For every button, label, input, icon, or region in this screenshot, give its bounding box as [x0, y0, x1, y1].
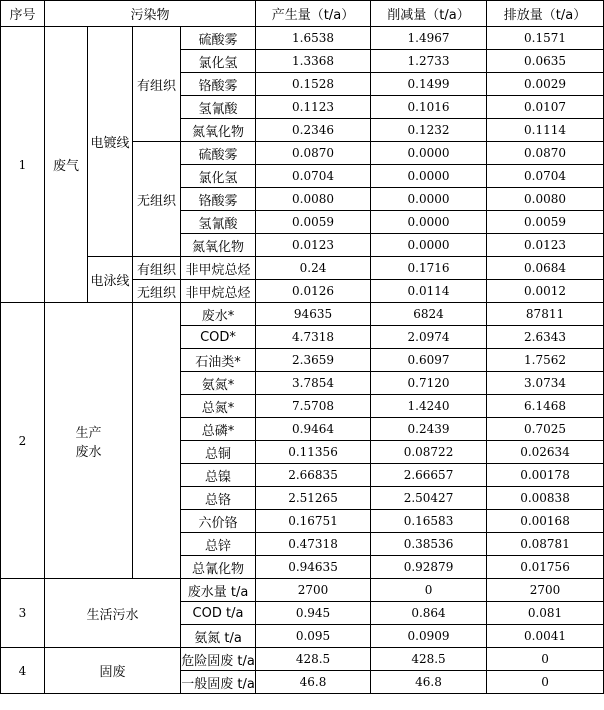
type-cell: 无组织	[133, 142, 181, 257]
discharged-value: 0.08781	[487, 533, 604, 556]
reduced-value: 0.0000	[371, 165, 487, 188]
reduced-value: 0.0114	[371, 280, 487, 303]
discharged-value: 0.0080	[487, 188, 604, 211]
table-row	[1, 257, 604, 280]
pollutant-name: COD*	[181, 326, 256, 349]
blank-cell	[133, 303, 181, 579]
pollutant-name: 硫酸雾	[181, 27, 256, 50]
category-line: 废水	[75, 444, 102, 460]
produced-value: 0.0870	[256, 142, 371, 165]
discharged-value: 0	[487, 648, 604, 671]
discharged-value: 0.0635	[487, 50, 604, 73]
pollutant-name: 氨氮*	[181, 372, 256, 395]
seq-cell: 4	[1, 648, 45, 694]
produced-value: 0.945	[256, 602, 371, 625]
discharged-value: 0	[487, 671, 604, 694]
produced-value: 1.3368	[256, 50, 371, 73]
reduced-value: 0.16583	[371, 510, 487, 533]
pollutant-name: 氮氧化物	[181, 119, 256, 142]
discharged-value: 0.01756	[487, 556, 604, 579]
reduced-value: 0.1499	[371, 73, 487, 96]
discharged-value: 0.00178	[487, 464, 604, 487]
pollutant-name: 总磷*	[181, 418, 256, 441]
reduced-value: 0.1716	[371, 257, 487, 280]
line-cell: 电泳线	[88, 257, 133, 303]
produced-value: 0.1123	[256, 96, 371, 119]
reduced-value: 0.2439	[371, 418, 487, 441]
header-pollutant: 污染物	[45, 1, 256, 27]
pollutant-name: 危险固废 t/a	[181, 648, 256, 671]
produced-value: 0.1528	[256, 73, 371, 96]
discharged-value: 0.0012	[487, 280, 604, 303]
reduced-value: 428.5	[371, 648, 487, 671]
produced-value: 0.94635	[256, 556, 371, 579]
pollutant-name: 铬酸雾	[181, 73, 256, 96]
produced-value: 0.095	[256, 625, 371, 648]
reduced-value: 2.0974	[371, 326, 487, 349]
pollutant-name: 氯化氢	[181, 50, 256, 73]
pollutant-name: 硫酸雾	[181, 142, 256, 165]
pollutant-name: 总氮*	[181, 395, 256, 418]
reduced-value: 2.66657	[371, 464, 487, 487]
discharged-value: 0.02634	[487, 441, 604, 464]
discharged-value: 2.6343	[487, 326, 604, 349]
reduced-value: 0.0000	[371, 211, 487, 234]
produced-value: 0.2346	[256, 119, 371, 142]
discharged-value: 0.0123	[487, 234, 604, 257]
produced-value: 1.6538	[256, 27, 371, 50]
produced-value: 0.0059	[256, 211, 371, 234]
produced-value: 0.9464	[256, 418, 371, 441]
header-seq: 序号	[1, 1, 45, 27]
category-cell: 生活污水	[45, 579, 181, 648]
pollutant-name: 非甲烷总烃	[181, 280, 256, 303]
seq-cell: 2	[1, 303, 45, 579]
table-row	[1, 303, 604, 326]
pollutant-name: 非甲烷总烃	[181, 257, 256, 280]
category-cell: 固废	[45, 648, 181, 694]
reduced-value: 46.8	[371, 671, 487, 694]
discharged-value: 0.0107	[487, 96, 604, 119]
produced-value: 0.16751	[256, 510, 371, 533]
reduced-value: 1.4240	[371, 395, 487, 418]
reduced-value: 0.1016	[371, 96, 487, 119]
pollutant-name: 氮氧化物	[181, 234, 256, 257]
reduced-value: 0.08722	[371, 441, 487, 464]
reduced-value: 1.4967	[371, 27, 487, 50]
reduced-value: 0.0909	[371, 625, 487, 648]
pollutant-name: COD t/a	[181, 602, 256, 625]
reduced-value: 0.864	[371, 602, 487, 625]
discharged-value: 0.7025	[487, 418, 604, 441]
discharged-value: 0.0870	[487, 142, 604, 165]
produced-value: 94635	[256, 303, 371, 326]
reduced-value: 0.38536	[371, 533, 487, 556]
table-row	[1, 648, 604, 671]
line-cell: 电镀线	[88, 27, 133, 257]
pollutant-name: 氢氰酸	[181, 96, 256, 119]
discharged-value: 0.0704	[487, 165, 604, 188]
produced-value: 7.5708	[256, 395, 371, 418]
header-reduced: 削减量（t/a）	[371, 1, 487, 27]
discharged-value: 0.0059	[487, 211, 604, 234]
reduced-value: 0.1232	[371, 119, 487, 142]
reduced-value: 0.7120	[371, 372, 487, 395]
header-produced: 产生量（t/a）	[256, 1, 371, 27]
reduced-value: 1.2733	[371, 50, 487, 73]
produced-value: 2.51265	[256, 487, 371, 510]
table-row	[1, 579, 604, 602]
discharged-value: 2700	[487, 579, 604, 602]
produced-value: 0.0080	[256, 188, 371, 211]
produced-value: 2700	[256, 579, 371, 602]
pollutant-name: 废水量 t/a	[181, 579, 256, 602]
produced-value: 0.0123	[256, 234, 371, 257]
produced-value: 0.47318	[256, 533, 371, 556]
category-line: 生产	[75, 425, 102, 441]
reduced-value: 0.0000	[371, 142, 487, 165]
table-row	[1, 27, 604, 50]
pollutant-name: 总铜	[181, 441, 256, 464]
reduced-value: 2.50427	[371, 487, 487, 510]
type-cell: 有组织	[133, 27, 181, 142]
discharged-value: 1.7562	[487, 349, 604, 372]
seq-cell: 1	[1, 27, 45, 303]
pollutant-name: 六价铬	[181, 510, 256, 533]
produced-value: 3.7854	[256, 372, 371, 395]
discharged-value: 0.1114	[487, 119, 604, 142]
produced-value: 0.0126	[256, 280, 371, 303]
reduced-value: 0.92879	[371, 556, 487, 579]
category-cell	[45, 303, 133, 579]
discharged-value: 0.0041	[487, 625, 604, 648]
produced-value: 2.3659	[256, 349, 371, 372]
discharged-value: 0.00168	[487, 510, 604, 533]
header-discharged: 排放量（t/a）	[487, 1, 604, 27]
pollutant-name: 一般固废 t/a	[181, 671, 256, 694]
pollutant-name: 铬酸雾	[181, 188, 256, 211]
discharged-value: 3.0734	[487, 372, 604, 395]
discharged-value: 0.081	[487, 602, 604, 625]
produced-value: 0.0704	[256, 165, 371, 188]
reduced-value: 0.0000	[371, 234, 487, 257]
produced-value: 0.11356	[256, 441, 371, 464]
reduced-value: 0.6097	[371, 349, 487, 372]
produced-value: 428.5	[256, 648, 371, 671]
type-cell: 无组织	[133, 280, 181, 303]
pollutant-name: 废水*	[181, 303, 256, 326]
discharged-value: 0.00838	[487, 487, 604, 510]
pollutant-name: 总氰化物	[181, 556, 256, 579]
discharged-value: 0.0029	[487, 73, 604, 96]
pollutant-name: 总镍	[181, 464, 256, 487]
pollutant-name: 总铬	[181, 487, 256, 510]
type-cell: 有组织	[133, 257, 181, 280]
discharged-value: 0.0684	[487, 257, 604, 280]
pollutant-name: 氢氰酸	[181, 211, 256, 234]
reduced-value: 6824	[371, 303, 487, 326]
pollutant-name: 氨氮 t/a	[181, 625, 256, 648]
reduced-value: 0.0000	[371, 188, 487, 211]
pollutant-name: 石油类*	[181, 349, 256, 372]
header-row	[1, 1, 604, 27]
discharged-value: 0.1571	[487, 27, 604, 50]
reduced-value: 0	[371, 579, 487, 602]
discharged-value: 6.1468	[487, 395, 604, 418]
seq-cell: 3	[1, 579, 45, 648]
produced-value: 46.8	[256, 671, 371, 694]
produced-value: 4.7318	[256, 326, 371, 349]
produced-value: 0.24	[256, 257, 371, 280]
category-cell: 废气	[45, 27, 88, 303]
produced-value: 2.66835	[256, 464, 371, 487]
discharged-value: 87811	[487, 303, 604, 326]
pollutant-name: 总锌	[181, 533, 256, 556]
pollutant-name: 氯化氢	[181, 165, 256, 188]
